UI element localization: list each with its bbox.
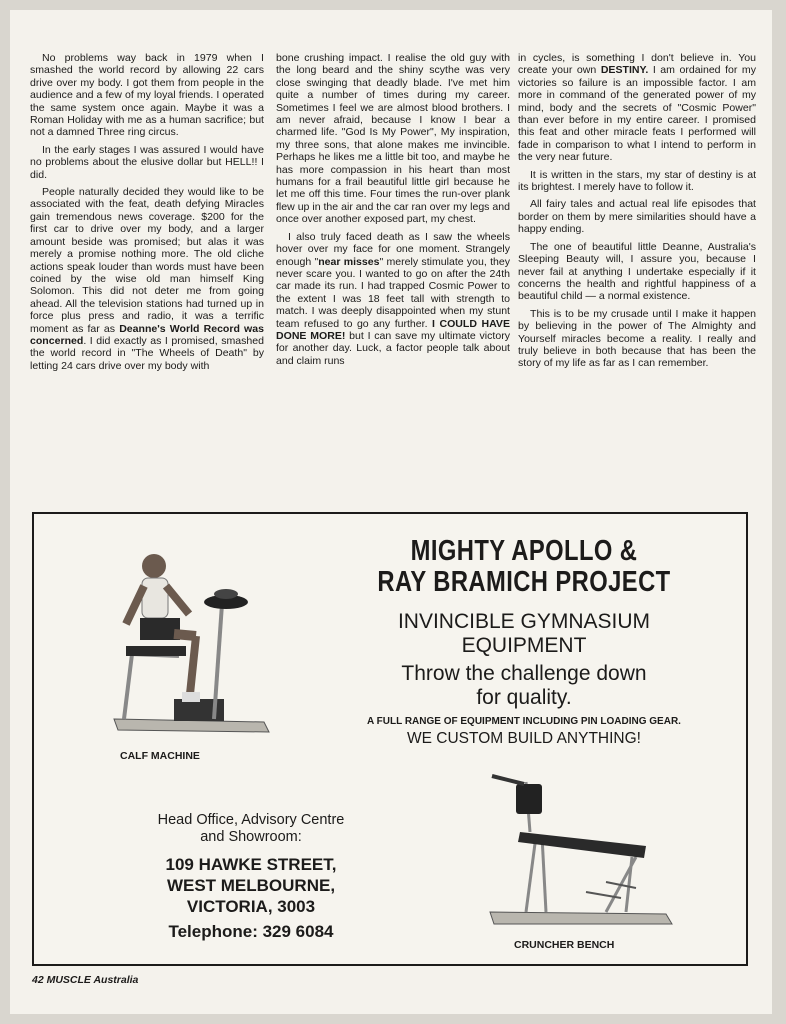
bold-phrase: near misses bbox=[318, 255, 380, 268]
address-line-2: WEST MELBOURNE, bbox=[166, 876, 336, 895]
paragraph: No problems way back in 1979 when I smashed the world record by allowing 22 cars drive over my body. I got them from people in the audience and a few of my loyal friends. I operated the same system once again. Maybe it was a Roman Holiday with me as a human sacrifice; but not a damned Three ring circus. bbox=[30, 52, 264, 139]
address-line-3: VICTORIA, 3003 bbox=[186, 897, 316, 916]
office-line-2: and Showroom: bbox=[200, 829, 302, 845]
paragraph: in cycles, is something I don't believe in. You create your own DESTINY. I am ordained for my victories so failure is an impossible factor. I am more in command of the generated power of my mind, body and the secrets of "Cosmic Power" than ever before in my entire career. I promised this feat and other miracle feats I performed will fade in comparison to what I intend to perform in the very near future. bbox=[518, 52, 756, 164]
ad-custom-build: WE CUSTOM BUILD ANYTHING! bbox=[407, 730, 641, 747]
bold-phrase: Deanne's World Record was concerned bbox=[30, 322, 264, 347]
cruncher-bench-photo bbox=[486, 762, 676, 934]
bold-phrase: DESTINY. bbox=[600, 64, 649, 77]
page-footer: 42 MUSCLE Australia bbox=[32, 974, 139, 986]
caption-calf-machine: CALF MACHINE bbox=[120, 750, 200, 762]
caption-cruncher-bench: CRUNCHER BENCH bbox=[514, 939, 615, 951]
office-line-1: Head Office, Advisory Centre bbox=[157, 812, 345, 828]
ad-tagline-3: Throw the challenge down bbox=[401, 662, 647, 685]
paragraph: The one of beautiful little Deanne, Australia's Sleeping Beauty will, I assure you, because I never fail at anything I undertake especially if it concerns the health and rightful happiness of a beautiful child — a normal existence. bbox=[518, 240, 756, 303]
ad-tagline-4: for quality. bbox=[476, 686, 572, 709]
telephone: Telephone: 329 6084 bbox=[168, 922, 334, 941]
paragraph: All fairy tales and actual real life episodes that border on them by mere similarities should have a happy ending. bbox=[518, 198, 756, 236]
ad-range-note: A FULL RANGE OF EQUIPMENT INCLUDING PIN LOADING GEAR. bbox=[367, 716, 681, 727]
article-column-2 bbox=[276, 52, 510, 372]
paragraph: bone crushing impact. I realise the old guy with the long beard and the shiny scythe was very close swinging that deadly blade. I've met him quite a number of times during my career. Sometimes I feel we are almost blood brothers. I am never afraid, because I know I bear a charmed life. "God Is My Power", My inspiration, my three sons, that alone makes me invincible. Perhaps he likes me a little bit too, and maybe he has more compassion in his heart than most humans for a frail beautiful little girl because he let me off this time. Four times the run-over plank flew up in the air and the car ran over my legs and once over another exposed part, my chest. bbox=[276, 52, 510, 226]
paragraph: People naturally decided they would like to be associated with the feat, death defying Miracles gain tremendous news coverage. $200 for the first car to drive over my body, and a larger amount beside was promised; but alas it was merely a promise nothing more. The old cliche actions speak louder than words must have been coined by the wise old man himself King Solomon. This did not deter me from going ahead. All the television stations had turned up in force plus press and radio, it was a terrific moment as far as Deanne's World Record was concerned. I did exactly as I promised, smashed the world record in "The Wheels of Death" by letting 24 cars drive over my body with bbox=[30, 186, 264, 372]
paragraph: It is written in the stars, my star of destiny is at its brightest. I merely have to follow it. bbox=[518, 168, 756, 194]
magazine-page bbox=[10, 10, 772, 1014]
calf-machine-photo bbox=[104, 534, 274, 744]
paragraph: This is to be my crusade until I make it happen by believing in the power of The Almighty and Yourself miracles become a reality. I really and truly believe in both because that has been the story of my life as far as I can remember. bbox=[518, 307, 756, 370]
gym-equipment-advertisement bbox=[32, 512, 748, 966]
address-line-1: 109 HAWKE STREET, bbox=[165, 855, 337, 874]
article-column-3 bbox=[518, 52, 756, 375]
paragraph: In the early stages I was assured I would have no problems about the elusive dollar but HELL!! I did. bbox=[30, 143, 264, 181]
bold-phrase: I COULD HAVE DONE MORE! bbox=[276, 317, 511, 342]
article-column-1 bbox=[30, 52, 264, 377]
ad-title-line-2: RAY BRAMICH PROJECT bbox=[377, 566, 671, 598]
ad-title-line-1: MIGHTY APOLLO & bbox=[410, 535, 638, 567]
ad-tagline-1: INVINCIBLE GYMNASIUM bbox=[397, 610, 651, 633]
ad-tagline-2: EQUIPMENT bbox=[461, 634, 587, 657]
paragraph: I also truly faced death as I saw the wheels hover over my face for one moment. Strangely enough "near misses" merely stimulate you, they never scare you. I wanted to go on after the 24th car made its run. I had trapped Cosmic Power to the extent I was 18 feet tall with strength to match. I was deeply disappointed when my stunt team refused to go any further. I COULD HAVE DONE MORE! but I can save my ultimate victory for another day. Luck, a factor people talk about and claim runs bbox=[276, 230, 511, 367]
